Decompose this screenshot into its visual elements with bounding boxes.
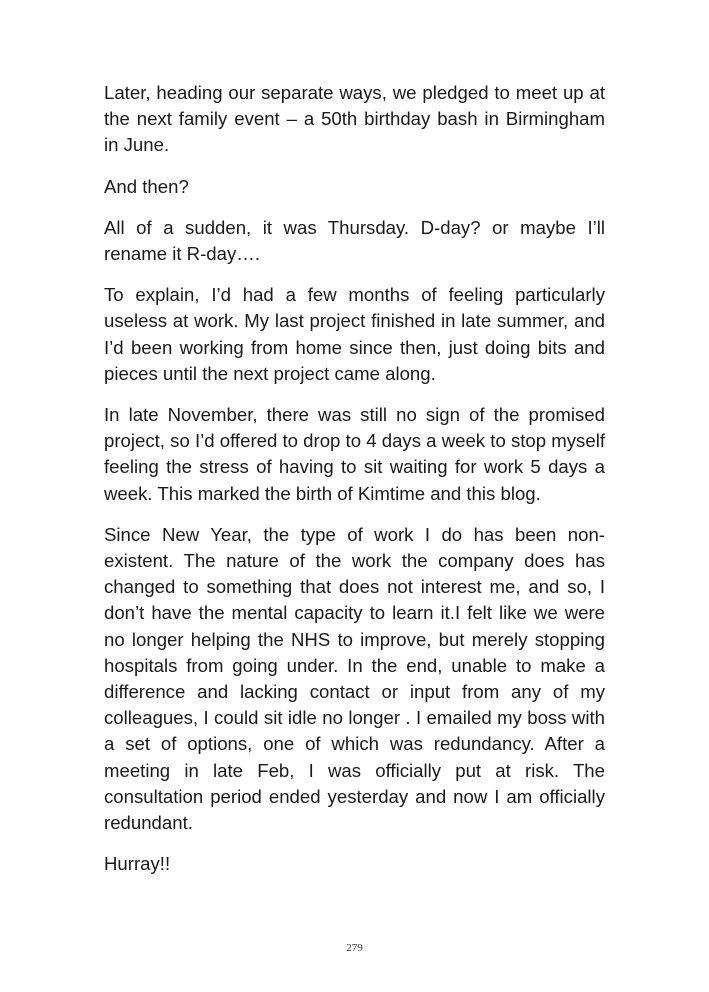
paragraph-family-event: Later, heading our separate ways, we pledged to meet up at the next family event – a 50th birthday bash in Birmingham in June. (104, 82, 605, 156)
paragraph-late-november: In late November, there was still no sign of the promised project, so I’d offered to drop to 4 days a week to stop myself feeling the stress of having to sit waiting for work 5 days a week. This marked the birth of Kimtime and this blog. (104, 404, 605, 504)
page-number: 279 (346, 942, 363, 954)
paragraph-and-then: And then? (104, 175, 189, 197)
body-text (104, 80, 605, 892)
paragraph-thursday: All of a sudden, it was Thursday. D-day? or maybe I’ll rename it R-day…. (104, 216, 605, 265)
paragraph-hurray: Hurray!! (104, 853, 171, 875)
paragraph-new-year: Since New Year, the type of work I do has been non-existent. The nature of the work the company does has changed to something that does not interest me, and so, I don’t have the mental capacity to learn it.I felt like we were no longer helping the NHS to improve, but merely stopping hospitals from going under. In the end, unable to make a difference and lacking contact or input from any of my colleagues, I could sit idle no longer . I emailed my boss with a set of options, one of which was redundancy. After a meeting in late Feb, I was officially put at risk. The consultation period ended yesterday and now I am officially redundant. (104, 523, 605, 834)
paragraph-explain: To explain, I’d had a few months of feeling particularly useless at work. My last project finished in late summer, and I’d been working from home since then, just doing bits and pieces until the next project came along. (104, 284, 605, 384)
